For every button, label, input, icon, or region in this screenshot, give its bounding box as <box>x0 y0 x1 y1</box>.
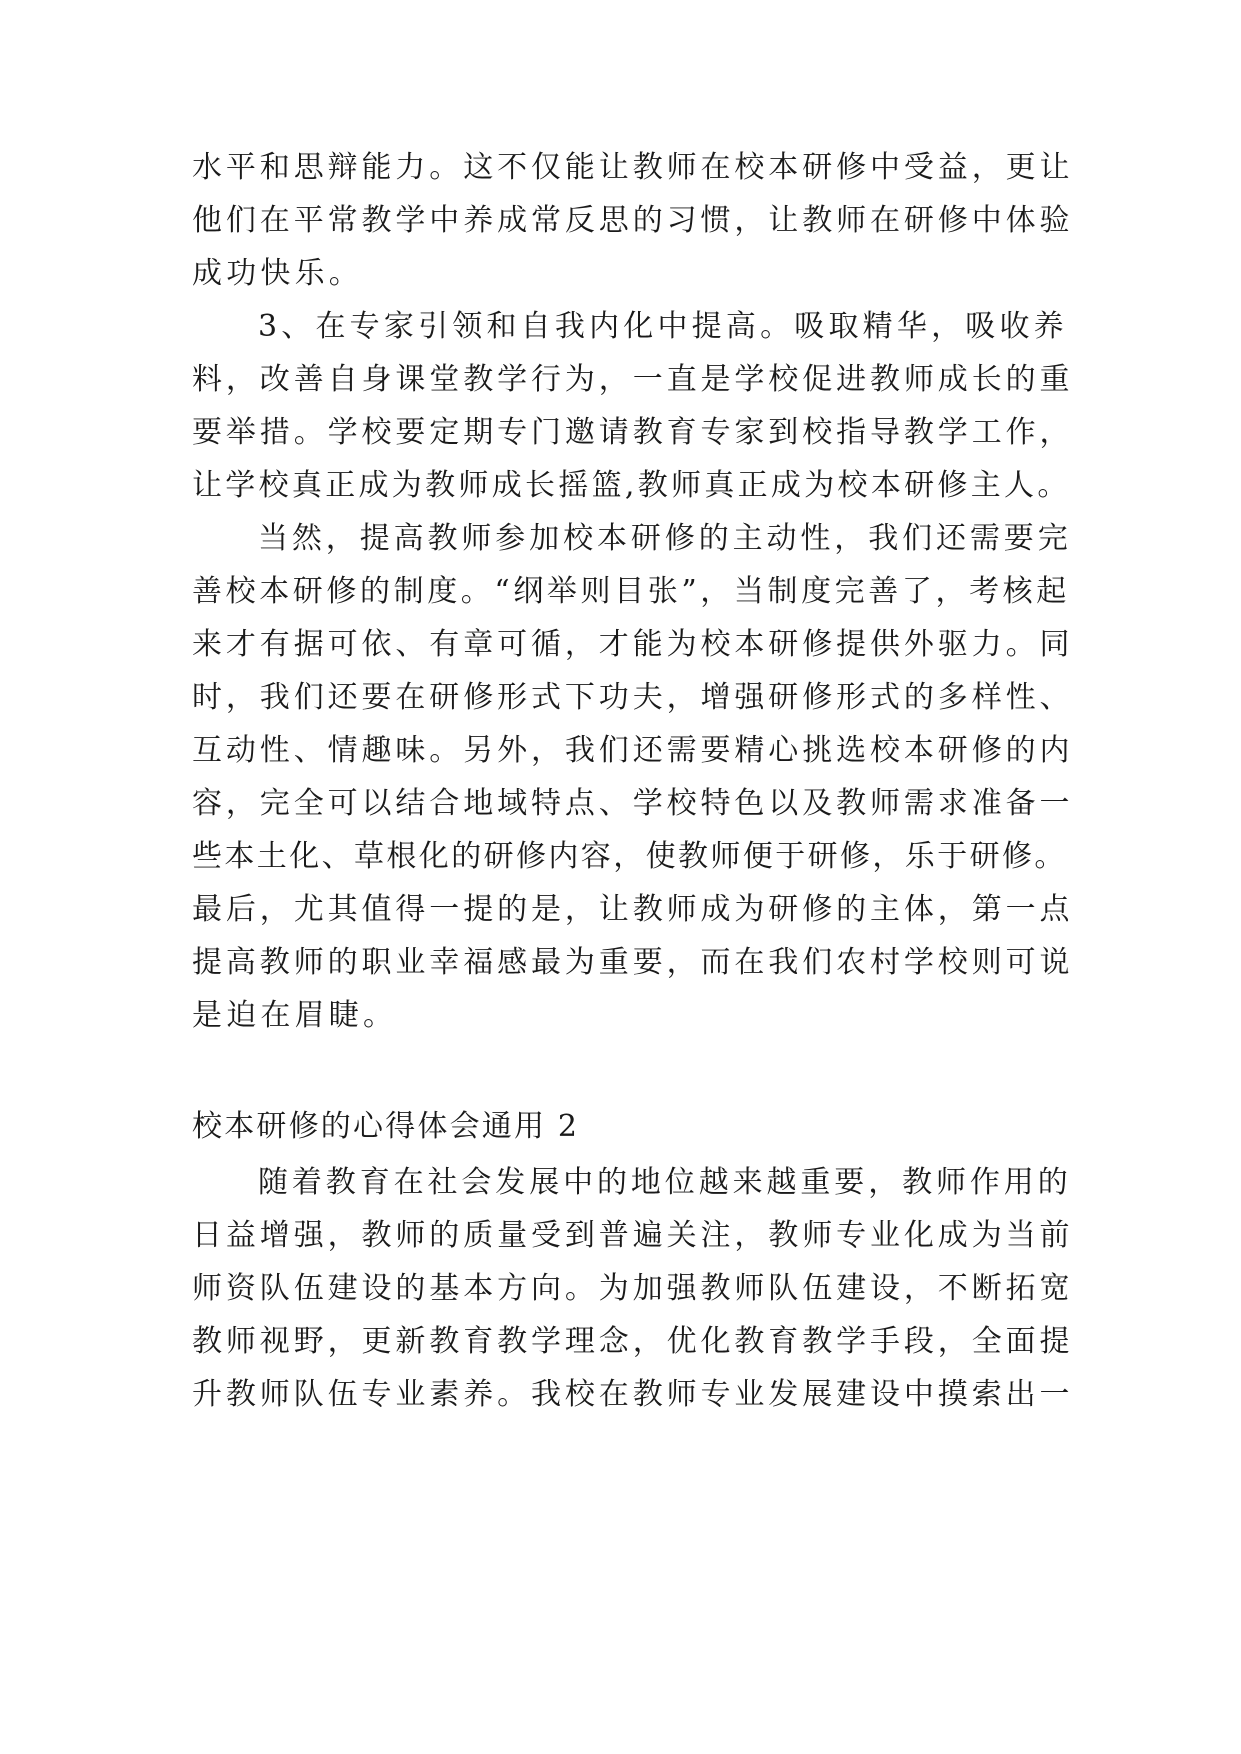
paragraph-line: 随着教育在社会发展中的地位越来越重要，教师作用的 <box>258 1165 1072 1200</box>
paragraph-line: 水平和思辩能力。这不仅能让教师在校本研修中受益，更让 <box>192 150 1074 185</box>
paragraph-line: 最后，尤其值得一提的是，让教师成为研修的主体，第一点 <box>192 892 1074 927</box>
paragraph-line: 成功快乐。 <box>192 256 363 291</box>
paragraph-line: 3、在专家引领和自我内化中提高。吸取精华，吸收养 <box>258 309 1068 344</box>
paragraph-line: 是迫在眉睫。 <box>192 998 398 1033</box>
paragraph-line: 让学校真正成为教师成长摇篮,教师真正成为校本研修主人。 <box>192 468 1071 503</box>
paragraph-line: 提高教师的职业幸福感最为重要，而在我们农村学校则可说 <box>192 945 1074 980</box>
paragraph-line: 教师视野，更新教育教学理念，优化教育教学手段，全面提 <box>192 1324 1074 1359</box>
paragraph-line: 来才有据可依、有章可循，才能为校本研修提供外驱力。同 <box>192 627 1074 662</box>
paragraph-line: 些本土化、草根化的研修内容，使教师便于研修，乐于研修。 <box>192 839 1067 874</box>
paragraph-line: 互动性、情趣味。另外，我们还需要精心挑选校本研修的内 <box>192 733 1074 768</box>
paragraph-line: 日益增强，教师的质量受到普遍关注，教师专业化成为当前 <box>192 1218 1074 1253</box>
paragraph-line: 要举措。学校要定期专门邀请教育专家到校指导教学工作， <box>192 415 1074 450</box>
paragraph-line: 升教师队伍专业素养。我校在教师专业发展建设中摸索出一 <box>192 1377 1074 1412</box>
paragraph-line: 时，我们还要在研修形式下功夫，增强研修形式的多样性、 <box>192 680 1074 715</box>
paragraph-line: 料，改善自身课堂教学行为，一直是学校促进教师成长的重 <box>192 362 1074 397</box>
paragraph-line: 容，完全可以结合地域特点、学校特色以及教师需求准备一 <box>192 786 1074 821</box>
section-title: 校本研修的心得体会通用 2 <box>192 1109 580 1144</box>
paragraph-line: 当然，提高教师参加校本研修的主动性，我们还需要完 <box>258 521 1072 556</box>
paragraph-line: 师资队伍建设的基本方向。为加强教师队伍建设，不断拓宽 <box>192 1271 1074 1306</box>
paragraph-line: 善校本研修的制度。“纲举则目张”，当制度完善了，考核起 <box>192 574 1070 609</box>
paragraph-line: 他们在平常教学中养成常反思的习惯，让教师在研修中体验 <box>192 203 1074 238</box>
